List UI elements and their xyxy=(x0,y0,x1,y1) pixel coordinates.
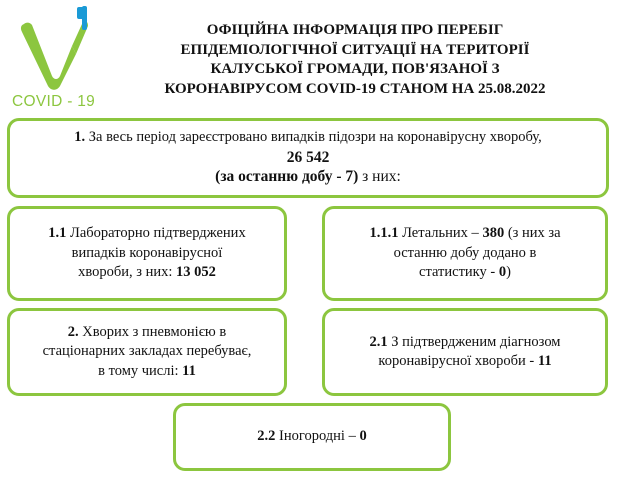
covid-logo xyxy=(8,6,108,112)
nonresident-label: Іногородні – xyxy=(275,428,360,445)
logo-caption: COVID - 19 xyxy=(12,93,96,110)
total-suffix: з них: xyxy=(358,168,401,186)
section-number: 1. xyxy=(74,129,86,146)
nonresident-box xyxy=(173,403,451,471)
total-cases-text: За весь період зареєстровано випадків підозри на коронавірусну хворобу, xyxy=(85,129,542,146)
nonresident-value: 0 xyxy=(359,428,367,445)
section-number: 1.1 xyxy=(48,225,67,242)
lab-confirmed-box xyxy=(7,206,287,301)
deaths-suffix: (з них за xyxy=(504,225,561,242)
pneumonia-line2: стаціонарних закладах перебуває, xyxy=(42,343,252,360)
section-number: 1.1.1 xyxy=(369,225,399,242)
pneumonia-line3: в тому числі: xyxy=(98,362,183,379)
deaths-label: Летальних – xyxy=(398,225,483,242)
section-number: 2.2 xyxy=(257,428,276,445)
page-title xyxy=(105,21,605,99)
title-line: ЕПІДЕМІОЛОГІЧНОЇ СИТУАЦІЇ НА ТЕРИТОРІЇ xyxy=(180,41,530,58)
section-number: 2.1 xyxy=(369,333,388,350)
deaths-line2: останню добу додано в xyxy=(393,244,537,261)
lab-line1: Лабораторно підтверджених xyxy=(66,225,246,242)
covid-v-icon xyxy=(14,6,94,92)
total-last-day: (за останню добу - 7) xyxy=(215,168,359,186)
deaths-box xyxy=(322,206,608,301)
total-cases-box xyxy=(7,118,609,198)
title-line: КОРОНАВІРУСОМ COVID-19 СТАНОМ НА 25.08.2022 xyxy=(164,80,546,97)
confirmed-value: 11 xyxy=(537,353,552,369)
lab-confirmed-value: 13 052 xyxy=(176,264,216,281)
lab-line3: хвороби, з них: xyxy=(78,264,177,281)
deaths-last-day: 0 xyxy=(498,264,507,281)
confirmed-diagnosis-box xyxy=(322,308,608,396)
title-line: ОФІЦІЙНА ІНФОРМАЦІЯ ПРО ПЕРЕБІГ xyxy=(206,22,504,38)
title-line: КАЛУСЬКОЇ ГРОМАДИ, ПОВ'ЯЗАНОЇ З xyxy=(210,61,500,78)
confirmed-line1: З підтвердженим діагнозом xyxy=(387,333,561,350)
total-cases-value: 26 542 xyxy=(286,148,330,166)
deaths-value: 380 xyxy=(482,225,505,242)
lab-line2: випадків коронавірусної xyxy=(71,244,223,261)
pneumonia-box xyxy=(7,308,287,396)
deaths-line3-suffix: ) xyxy=(506,264,511,281)
confirmed-line2: коронавірусної хвороби - xyxy=(378,353,538,369)
pneumonia-line1: Хворих з пневмонією в xyxy=(78,323,227,340)
pneumonia-value: 11 xyxy=(182,362,196,379)
section-number: 2. xyxy=(67,323,79,340)
deaths-line3: статистику - xyxy=(419,264,499,281)
